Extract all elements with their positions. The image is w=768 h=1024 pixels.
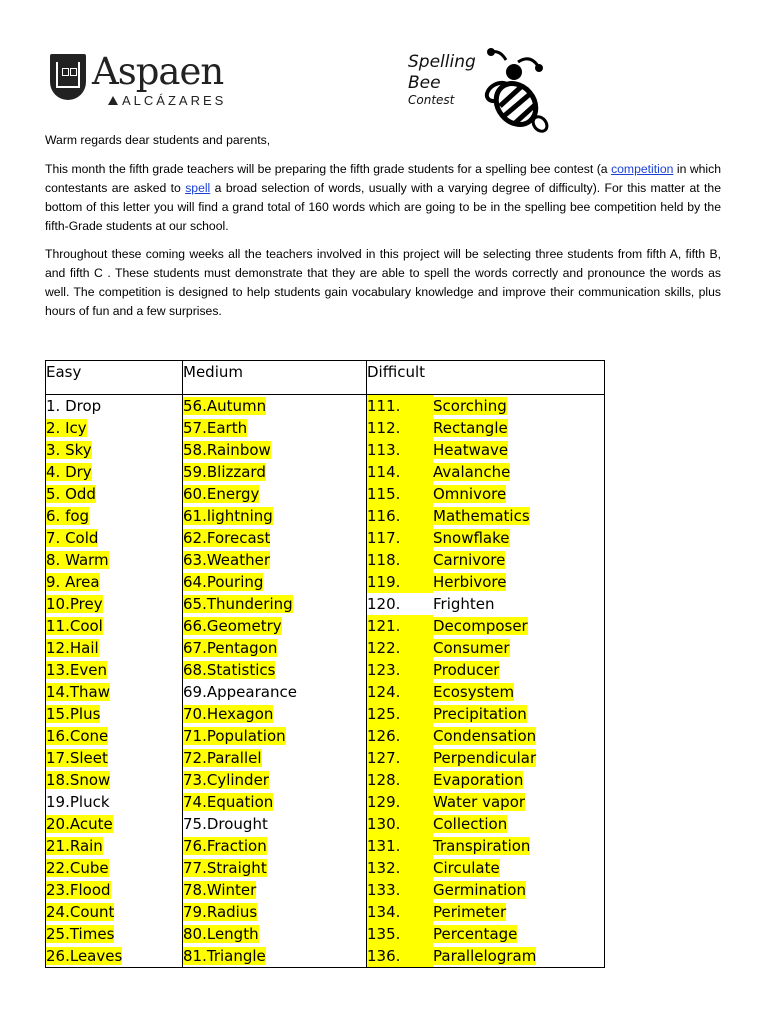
word-text: 22.Cube [46, 859, 109, 877]
word-text: 70.Hexagon [183, 705, 274, 723]
word-text: 14.Thaw [46, 683, 110, 701]
list-item [183, 857, 366, 879]
list-item [183, 791, 366, 813]
list-item [46, 395, 182, 417]
word-text: 72.Parallel [183, 749, 262, 767]
word-text: Scorching [433, 397, 507, 415]
word-text: 26.Leaves [46, 947, 123, 965]
header-easy: Easy [46, 361, 183, 395]
list-item [46, 879, 182, 901]
list-item [183, 659, 366, 681]
word-text: 1. Drop [46, 397, 102, 415]
p1-text-a: This month the fifth grade teachers will be preparing the fifth grade students for a spelling bee contest (a [45, 162, 612, 176]
bee-icon [478, 46, 554, 134]
word-text: Perimeter [433, 903, 507, 921]
word-text: Collection [433, 815, 508, 833]
table-body-row [46, 395, 605, 968]
list-item [367, 857, 604, 879]
word-text: 80.Length [183, 925, 259, 943]
word-text: 60.Energy [183, 485, 260, 503]
header-medium: Medium [183, 361, 367, 395]
list-item [46, 725, 182, 747]
word-text: 12.Hail [46, 639, 99, 657]
word-number: 111. [367, 395, 433, 417]
list-item [367, 725, 604, 747]
word-text: 59.Blizzard [183, 463, 266, 481]
word-text: 4. Dry [46, 463, 92, 481]
word-number: 132. [367, 857, 433, 879]
word-text: 6. fog [46, 507, 90, 525]
list-item [46, 593, 182, 615]
paragraph-1 [45, 160, 721, 236]
word-text: 74.Equation [183, 793, 274, 811]
word-text: Circulate [433, 859, 500, 877]
badge-line-2: Bee [408, 73, 441, 93]
word-number: 115. [367, 483, 433, 505]
word-number: 126. [367, 725, 433, 747]
word-text: 76.Fraction [183, 837, 267, 855]
list-item [367, 703, 604, 725]
difficult-column [367, 395, 605, 968]
word-text: Precipitation [433, 705, 527, 723]
list-item [367, 593, 604, 615]
list-item [183, 923, 366, 945]
word-text: 64.Pouring [183, 573, 264, 591]
list-item [46, 659, 182, 681]
table-header-row [46, 361, 605, 395]
word-text: 23.Flood [46, 881, 111, 899]
word-text: 71.Population [183, 727, 286, 745]
word-number: 120. [367, 595, 401, 613]
list-item [367, 923, 604, 945]
list-item [183, 615, 366, 637]
word-text: 3. Sky [46, 441, 92, 459]
list-item [367, 681, 604, 703]
list-item [183, 703, 366, 725]
triangle-icon [108, 96, 118, 105]
word-text: 20.Acute [46, 815, 113, 833]
word-table [45, 360, 605, 968]
list-item [367, 615, 604, 637]
word-number: 130. [367, 813, 433, 835]
word-number: 122. [367, 637, 433, 659]
list-item [46, 637, 182, 659]
list-item [183, 879, 366, 901]
word-text: Carnivore [433, 551, 506, 569]
badge-line-1: Spelling [408, 52, 476, 72]
list-item [183, 637, 366, 659]
list-item [183, 461, 366, 483]
list-item [46, 769, 182, 791]
word-text: 67.Pentagon [183, 639, 278, 657]
word-text: Ecosystem [433, 683, 515, 701]
word-text: 18.Snow [46, 771, 111, 789]
list-item [367, 659, 604, 681]
shield-icon [50, 54, 86, 100]
list-item [367, 769, 604, 791]
list-item [183, 901, 366, 923]
word-text: 79.Radius [183, 903, 258, 921]
school-logo [46, 46, 256, 118]
list-item [367, 527, 604, 549]
list-item [183, 725, 366, 747]
list-item [183, 483, 366, 505]
p1-text-c: a broad selection of words, usually with a varying degree of difficulty). For this matter at the bottom of this letter you will find a grand total of 160 words which are going to be in the spelling bee competition held by the fifth-Grade students at our school. [45, 181, 721, 233]
list-item [46, 747, 182, 769]
word-text: 10.Prey [46, 595, 103, 613]
header-difficult: Difficult [367, 361, 605, 395]
list-item [183, 945, 366, 967]
word-number: 123. [367, 659, 433, 681]
word-text: 9. Area [46, 573, 100, 591]
word-text: 5. Odd [46, 485, 96, 503]
list-item [367, 901, 604, 923]
word-text: 75.Drought [183, 815, 268, 833]
logo-subtitle: ALCÁZARES [122, 93, 227, 108]
word-text: 8. Warm [46, 551, 109, 569]
word-text: 25.Times [46, 925, 115, 943]
list-item [183, 593, 366, 615]
list-item [183, 571, 366, 593]
word-text: Evaporation [433, 771, 524, 789]
word-text: 63.Weather [183, 551, 271, 569]
word-text: Perpendicular [433, 749, 537, 767]
word-text: Frighten [433, 595, 495, 613]
list-item [183, 813, 366, 835]
word-text: Mathematics [433, 507, 530, 525]
list-item [367, 417, 604, 439]
word-text: 13.Even [46, 661, 107, 679]
list-item [183, 835, 366, 857]
list-item [183, 439, 366, 461]
word-number: 129. [367, 791, 433, 813]
p1-text-b: in which contestants are asked to [45, 162, 721, 195]
spelling-bee-title [408, 52, 476, 107]
word-text: 58.Rainbow [183, 441, 271, 459]
word-number: 112. [367, 417, 433, 439]
competition-link[interactable]: competition [611, 162, 674, 176]
word-text: 78.Winter [183, 881, 257, 899]
word-text: 61.lightning [183, 507, 273, 525]
word-text: 77.Straight [183, 859, 267, 877]
list-item [46, 791, 182, 813]
list-item [367, 483, 604, 505]
word-number: 134. [367, 901, 433, 923]
word-number: 117. [367, 527, 433, 549]
list-item [46, 527, 182, 549]
list-item [367, 571, 604, 593]
word-number: 124. [367, 681, 433, 703]
word-number: 125. [367, 703, 433, 725]
list-item [46, 835, 182, 857]
word-text: Water vapor [433, 793, 526, 811]
list-item [367, 395, 604, 417]
list-item [367, 945, 604, 967]
word-number: 131. [367, 835, 433, 857]
greeting: Warm regards dear students and parents, [45, 133, 271, 147]
paragraph-2: Throughout these coming weeks all the teachers involved in this project will be selecting three students from fifth A, fifth B, and fifth C . These students must demonstrate that they are able to spell the words correctly and pronounce the words as well. The competition is designed to help students gain vocabulary knowledge and improve their communication skills, plus hours of fun and a few surprises. [45, 247, 721, 318]
list-item [367, 637, 604, 659]
logo-name: Aspaen [92, 50, 224, 93]
list-item [183, 747, 366, 769]
list-item [183, 527, 366, 549]
list-item [183, 769, 366, 791]
word-text: 81.Triangle [183, 947, 266, 965]
word-text: Avalanche [433, 463, 511, 481]
word-number: 128. [367, 769, 433, 791]
list-item [367, 461, 604, 483]
list-item [46, 571, 182, 593]
word-text: 11.Cool [46, 617, 103, 635]
word-text: Herbivore [433, 573, 507, 591]
list-item [367, 505, 604, 527]
word-number: 127. [367, 747, 433, 769]
list-item [367, 879, 604, 901]
list-item [183, 505, 366, 527]
word-text: Condensation [433, 727, 537, 745]
word-number: 116. [367, 505, 433, 527]
medium-column [183, 395, 367, 968]
list-item [46, 857, 182, 879]
list-item [46, 461, 182, 483]
word-text: 65.Thundering [183, 595, 293, 613]
word-number: 119. [367, 571, 433, 593]
list-item [367, 813, 604, 835]
word-text: 19.Pluck [46, 793, 110, 811]
word-text: Rectangle [433, 419, 508, 437]
list-item [46, 483, 182, 505]
word-text: 62.Forecast [183, 529, 271, 547]
list-item [183, 549, 366, 571]
list-item [367, 549, 604, 571]
word-text: Omnivore [433, 485, 507, 503]
word-number: 133. [367, 879, 433, 901]
list-item [46, 813, 182, 835]
list-item [46, 615, 182, 637]
word-text: Snowflake [433, 529, 510, 547]
list-item [46, 923, 182, 945]
list-item [367, 791, 604, 813]
word-number: 136. [367, 945, 433, 967]
list-item [46, 681, 182, 703]
word-text: Producer [433, 661, 500, 679]
list-item [46, 439, 182, 461]
word-text: Consumer [433, 639, 510, 657]
word-number: 135. [367, 923, 433, 945]
spell-link[interactable]: spell [185, 181, 211, 195]
list-item [46, 549, 182, 571]
word-number: 121. [367, 615, 433, 637]
list-item [183, 395, 366, 417]
word-text: Decomposer [433, 617, 528, 635]
word-text: 66.Geometry [183, 617, 282, 635]
word-number: 118. [367, 549, 433, 571]
list-item [46, 901, 182, 923]
word-text: Transpiration [433, 837, 531, 855]
list-item [46, 703, 182, 725]
list-item [183, 417, 366, 439]
word-number: 113. [367, 439, 433, 461]
word-text: 56.Autumn [183, 397, 267, 415]
word-text: Percentage [433, 925, 518, 943]
list-item [46, 505, 182, 527]
word-text: 57.Earth [183, 419, 248, 437]
word-text: 73.Cylinder [183, 771, 269, 789]
word-number: 114. [367, 461, 433, 483]
word-text: 2. Icy [46, 419, 87, 437]
list-item [367, 439, 604, 461]
word-text: Germination [433, 881, 526, 899]
list-item [46, 417, 182, 439]
badge-line-3: Contest [408, 93, 455, 107]
list-item [367, 835, 604, 857]
list-item [183, 681, 366, 703]
easy-column [46, 395, 183, 968]
list-item [46, 945, 182, 967]
word-text: 16.Cone [46, 727, 109, 745]
word-text: 17.Sleet [46, 749, 108, 767]
list-item [367, 747, 604, 769]
word-text: 15.Plus [46, 705, 101, 723]
word-text: 7. Cold [46, 529, 99, 547]
word-text: 21.Rain [46, 837, 103, 855]
word-text: 24.Count [46, 903, 115, 921]
word-text: Heatwave [433, 441, 509, 459]
word-text: Parallelogram [433, 947, 537, 965]
word-text: 68.Statistics [183, 661, 276, 679]
word-text: 69.Appearance [183, 683, 297, 701]
